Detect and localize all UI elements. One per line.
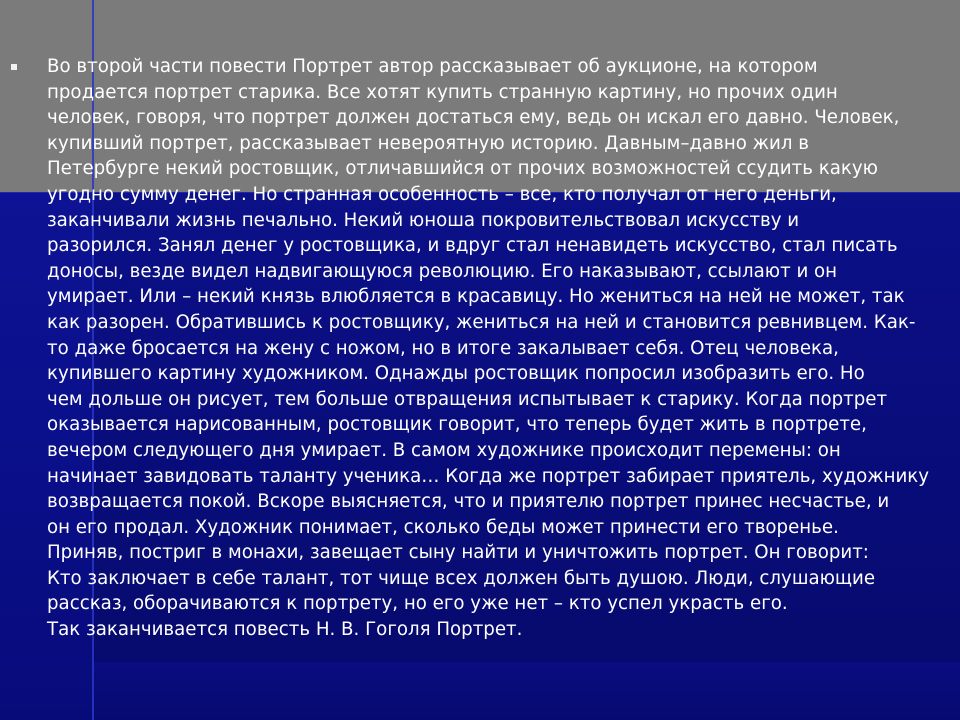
slide-body-text: Во второй части повести Портрет автор рассказывает об аукционе, на котором продается портрет старика. Все хотят купить странную картину, но прочих один человек, говоря, что портрет должен достаться ему, ведь он искал его давно. Человек, купивший портрет, рассказывает невероятную историю. Давным–давно жил в Петербурге некий ростовщик, отличавшийся от прочих возможностей ссудить какую угодно сумму денег. Но странная особенность – все, кто получал от него деньги, заканчивали жизнь печально. Некий юноша покровительствовал искусству и разорился. Занял денег у ростовщика, и вдруг стал ненавидеть искусство, стал писать доносы, везде видел надвигающуюся революцию. Его наказывают, ссылают и он умирает. Или – некий князь влюбляется в красавицу. Но жениться на ней не может, так как разорен. Обратившись к ростовщику, жениться на ней и становится ревнивцем. Как- то даже бросается на жену с ножом, но в итоге закалывает себя. Отец человека, купившего картину художником. Однажды ростовщик попросил изобразить его. Но чем дольше он рисует, тем больше отвращения испытывает к старику. Когда портрет оказывается нарисованным, ростовщик говорит, что теперь будет жить в портрете, вечером следующего дня умирает. В самом художнике происходит перемены: он начинает завидовать таланту ученика… Когда же портрет забирает приятель, художнику возвращается покой. Вскоре выясняется, что и приятелю портрет принес несчастье, и он его продал. Художник понимает, сколько беды может принести его творенье. Приняв, постриг в монахи, завещает сыну найти и уничтожить портрет. Он говорит: Кто заключает в себе талант, тот чище всех должен быть душою. Люди, слушающие рассказ, оборачиваются к портрету, но его уже нет – кто успел украсть его. Так заканчивается повесть Н. В. Гоголя Портрет. bbox=[47, 56, 930, 641]
square-bullet-icon bbox=[11, 64, 17, 70]
bottom-decorative-strip bbox=[92, 662, 960, 720]
